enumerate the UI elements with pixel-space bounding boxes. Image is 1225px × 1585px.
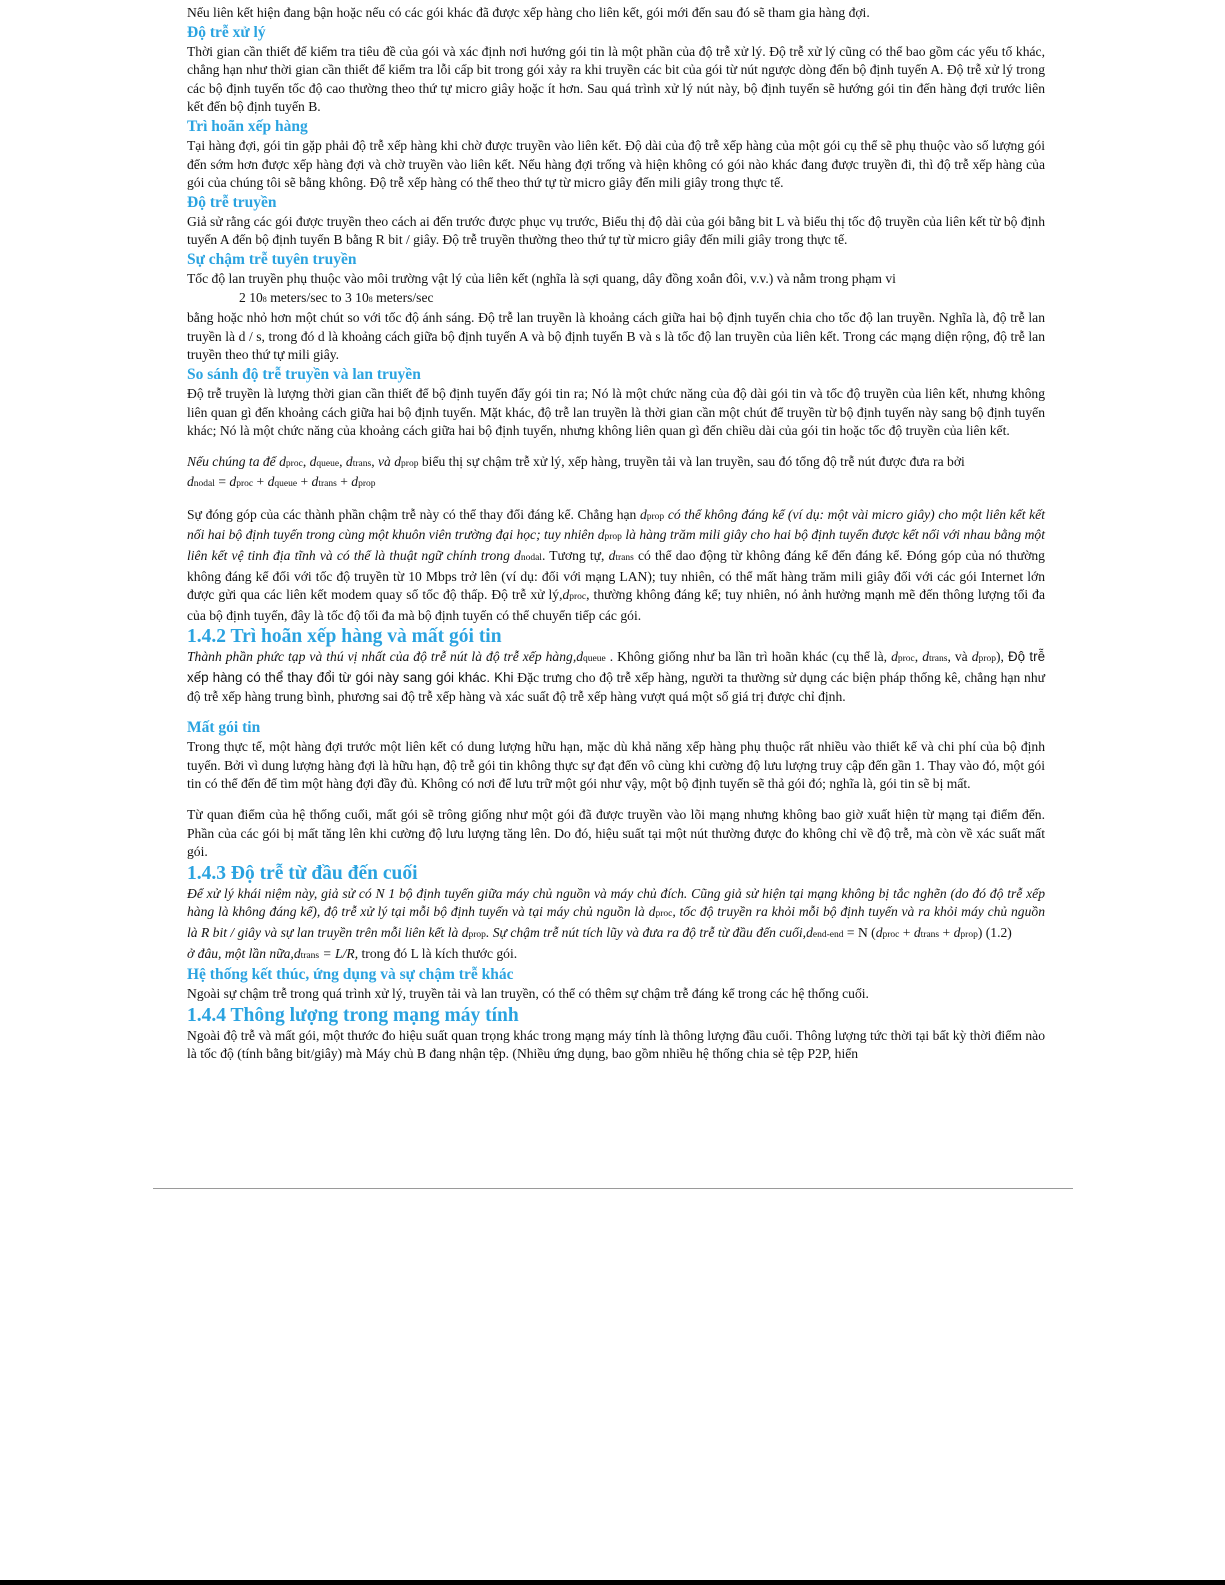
paragraph-where-dtrans: ở đâu, một lần nữa,dtrans = L/R, trong đó L là kích thước gói.	[187, 945, 518, 961]
heading-transmission-delay: Độ trễ truyền	[187, 193, 277, 211]
speed-range-formula: 2 108 meters/sec to 3 108 meters/sec	[239, 289, 434, 305]
page-bottom-edge	[0, 1580, 1225, 1585]
page-divider	[153, 1188, 1073, 1189]
heading-section-1-4-3: 1.4.3 Độ trễ từ đầu đến cuối	[187, 862, 418, 884]
heading-end-system-delay: Hệ thống kết thúc, ứng dụng và sự chậm trễ khác	[187, 966, 514, 984]
paragraph-end-system-delay: Ngoài sự chậm trễ trong quá trình xử lý, truyền tải và lan truyền, có thể có thêm sự chậm trễ đáng kể trong các hệ thống cuối.	[187, 986, 869, 1002]
paragraph-throughput: Ngoài độ trễ và mất gói, một thước đo hiệu suất quan trọng khác trong mạng máy tính là thông lượng đầu cuối. Thông lượng tức thời tại bất kỳ thời điểm nào là tốc độ (tính bằng bit/giây) mà Máy chủ B đang nhận tệp. (Nhiều ứng dụng, bao gồm nhiều hệ thống chia sẻ tệp P2P, hiển	[187, 1027, 1045, 1062]
paragraph-processing-delay: Thời gian cần thiết để kiểm tra tiêu đề của gói và xác định nơi hướng gói tin là một phần của độ trễ xử lý. Độ trễ xử lý cũng có thể bao gồm các yếu tố khác, chẳng hạn như thời gian cần thiết để kiểm tra lỗi cấp bit trong gói xảy ra khi truyền các bit của gói từ nút ngược dòng đến bộ định tuyến A. Độ trễ xử lý trong các bộ định tuyến tốc độ cao thường theo thứ tự micro giây hoặc ít hơn. Sau quá trình xử lý nút này, bộ định tuyến sẽ hướng gói tin đến hàng đợi trước liên kết đến bộ định tuyến B.	[187, 43, 1045, 115]
document-body	[187, 4, 1045, 1064]
paragraph-packet-loss-2: Từ quan điểm của hệ thống cuối, mất gói sẽ trông giống như một gói đã được truyền vào lõi mạng nhưng không bao giờ xuất hiện từ mạng tại điểm đến. Phần của các gói bị mất tăng lên khi cường độ lưu lượng tăng lên. Do đó, hiệu suất tại một nút thường được đo không chỉ về độ trễ, mà còn về xác suất mất gói.	[187, 807, 1045, 860]
nodal-delay-formula: dnodal = dproc + dqueue + dtrans + dprop	[187, 474, 376, 490]
paragraph-nodal-definition: Nếu chúng ta để dproc, dqueue, dtrans, và dprop biểu thị sự chậm trễ xử lý, xếp hàng, truyền tải và lan truyền, sau đó tổng độ trễ nút được đưa ra bởi	[187, 453, 965, 469]
paragraph-queuing-delay: Tại hàng đợi, gói tin gặp phải độ trễ xếp hàng khi chờ được truyền vào liên kết. Độ dài của độ trễ xếp hàng của một gói cụ thể sẽ phụ thuộc vào số lượng gói đến sớm hơn được xếp hàng đợi và chờ truyền vào liên kết. Nếu hàng đợi trống và hiện không có gói nào khác đang được truyền đi, thì độ trễ xếp hàng của gói của chúng tôi sẽ bằng không. Độ trễ xếp hàng có thể theo thứ tự từ micro giây đến mili giây trong thực tế.	[187, 137, 1045, 191]
paragraph-compare-delays: Độ trễ truyền là lượng thời gian cần thiết để bộ định tuyến đẩy gói tin ra; Nó là một chức năng của độ dài gói tin và tốc độ truyền của liên kết, nhưng không liên quan gì đến khoảng cách giữa hai bộ định tuyến. Mặt khác, độ trễ lan truyền là thời gian cần một chút để truyền từ bộ định tuyến này sang bộ định tuyến khác; Nó là một chức năng của khoảng cách giữa hai bộ định tuyến, nhưng không liên quan gì đến chiều dài của gói tin hoặc tốc độ truyền của liên kết.	[187, 385, 1045, 439]
heading-queuing-delay: Trì hoãn xếp hàng	[187, 117, 308, 135]
paragraph-queuing-loss: Thành phần phức tạp và thú vị nhất của độ trễ nút là độ trễ xếp hàng,dqueue . Không giống như ba lần trì hoãn khác (cụ thể là, dproc, dtrans, và dprop), Độ trễ xếp hàng có thể thay đổi từ gói này sang gói khác. Khi Đặc trưng cho độ trễ xếp hàng, người ta thường sử dụng các biện pháp thống kê, chẳng hạn như độ trễ xếp hàng trung bình, phương sai độ trễ xếp hàng và xác suất độ trễ xếp hàng vượt quá một số giá trị được chỉ định.	[187, 649, 1046, 704]
heading-propagation-delay: Sự chậm trễ tuyên truyền	[187, 250, 357, 268]
paragraph-propagation-delay-a: Tốc độ lan truyền phụ thuộc vào môi trường vật lý của liên kết (nghĩa là sợi quang, dây đồng xoắn đôi, v.v.) và nằm trong phạm vi	[187, 270, 896, 286]
heading-packet-loss: Mất gói tin	[187, 719, 261, 737]
paragraph-propagation-delay-b: bằng hoặc nhỏ hơn một chút so với tốc độ ánh sáng. Độ trễ lan truyền là khoảng cách giữa hai bộ định tuyến chia cho tốc độ lan truyền. Nghĩa là, độ trễ lan truyền là d / s, trong đó d là khoảng cách giữa bộ định tuyến A và bộ định tuyến B và s là tốc độ lan truyền của liên kết. Trong các mạng diện rộng, độ trễ lan truyền theo thứ tự mili giây.	[187, 310, 1045, 363]
heading-compare-delays: So sánh độ trễ truyền và lan truyền	[187, 365, 421, 383]
paragraph-end-to-end: Để xử lý khái niệm này, giả sử có N 1 bộ định tuyến giữa máy chủ nguồn và máy chủ đích. Cũng giả sử hiện tại mạng không bị tắc nghẽn (do đó độ trễ xếp hàng là không đáng kể), độ trễ xử lý tại mỗi bộ định tuyến và tại máy chủ nguồn là dproc, tốc độ truyền ra khỏi mỗi bộ định tuyến và ra khỏi máy chủ nguồn là R bit / giây và sự lan truyền trên mỗi liên kết là dprop. Sự chậm trễ nút tích lũy và đưa ra độ trễ từ đầu đến cuối,dend-end = N (dproc + dtrans + dprop) (1.2)	[187, 885, 1045, 940]
heading-processing-delay: Độ trễ xử lý	[187, 23, 266, 41]
heading-section-1-4-2: 1.4.2 Trì hoãn xếp hàng và mất gói tin	[187, 626, 502, 648]
paragraph-delay-contribution: Sự đóng góp của các thành phần chậm trễ này có thể thay đổi đáng kể. Chẳng hạn dprop có thể không đáng kể (ví dụ: một vài micro giây) cho một liên kết kết nối hai bộ định tuyến trong cùng một khuôn viên trường đại học; tuy nhiên dprop là hàng trăm mili giây cho hai bộ định tuyến được kết nối với nhau bằng một liên kết vệ tinh địa tĩnh và có thể là thuật ngữ chính trong dnodal. Tương tự, dtrans có thể dao động từ không đáng kể đến đáng kể. Đóng góp của nó thường không đáng kể đối với tốc độ truyền từ 10 Mbps trở lên (ví dụ: đối với mạng LAN); tuy nhiên, có thể mất hàng trăm mili giây đối với các gói Internet lớn được gửi qua các liên kết modem quay số tốc độ thấp. Độ trễ xử lý,dproc, thường không đáng kể; tuy nhiên, nó ảnh hưởng mạnh mẽ đến thông lượng tối đa của bộ định tuyến, đây là tốc độ tối đa mà bộ định tuyến có thể chuyển tiếp các gói.	[187, 506, 1045, 623]
heading-section-1-4-4: 1.4.4 Thông lượng trong mạng máy tính	[187, 1004, 519, 1026]
paragraph-transmission-delay: Giả sử rằng các gói được truyền theo cách ai đến trước được phục vụ trước, Biểu thị độ dài của gói bằng bit L và biểu thị tốc độ truyền của liên kết từ bộ định tuyến A đến bộ định tuyến B bằng R bit / giây. Độ trễ truyền thường theo thứ tự từ micro giây đến mili giây trong thực tế.	[187, 213, 1046, 248]
paragraph-intro: Nếu liên kết hiện đang bận hoặc nếu có các gói khác đã được xếp hàng cho liên kết, gói mới đến sau đó sẽ tham gia hàng đợi.	[187, 5, 870, 20]
paragraph-packet-loss-1: Trong thực tế, một hàng đợi trước một liên kết có dung lượng hữu hạn, mặc dù khả năng xếp hàng phụ thuộc rất nhiều vào thiết kế và chi phí của bộ định tuyến. Bởi vì dung lượng hàng đợi là hữu hạn, độ trễ gói tin không thực sự đạt đến vô cùng khi cường độ lưu lượng truy cập đến gần 1. Thay vào đó, một gói tin có thể đến để tìm một hàng đợi đầy đủ. Không có nơi để lưu trữ một gói như vậy, một bộ định tuyến sẽ thả gói đó; nghĩa là, gói tin sẽ bị mất.	[187, 739, 1045, 792]
